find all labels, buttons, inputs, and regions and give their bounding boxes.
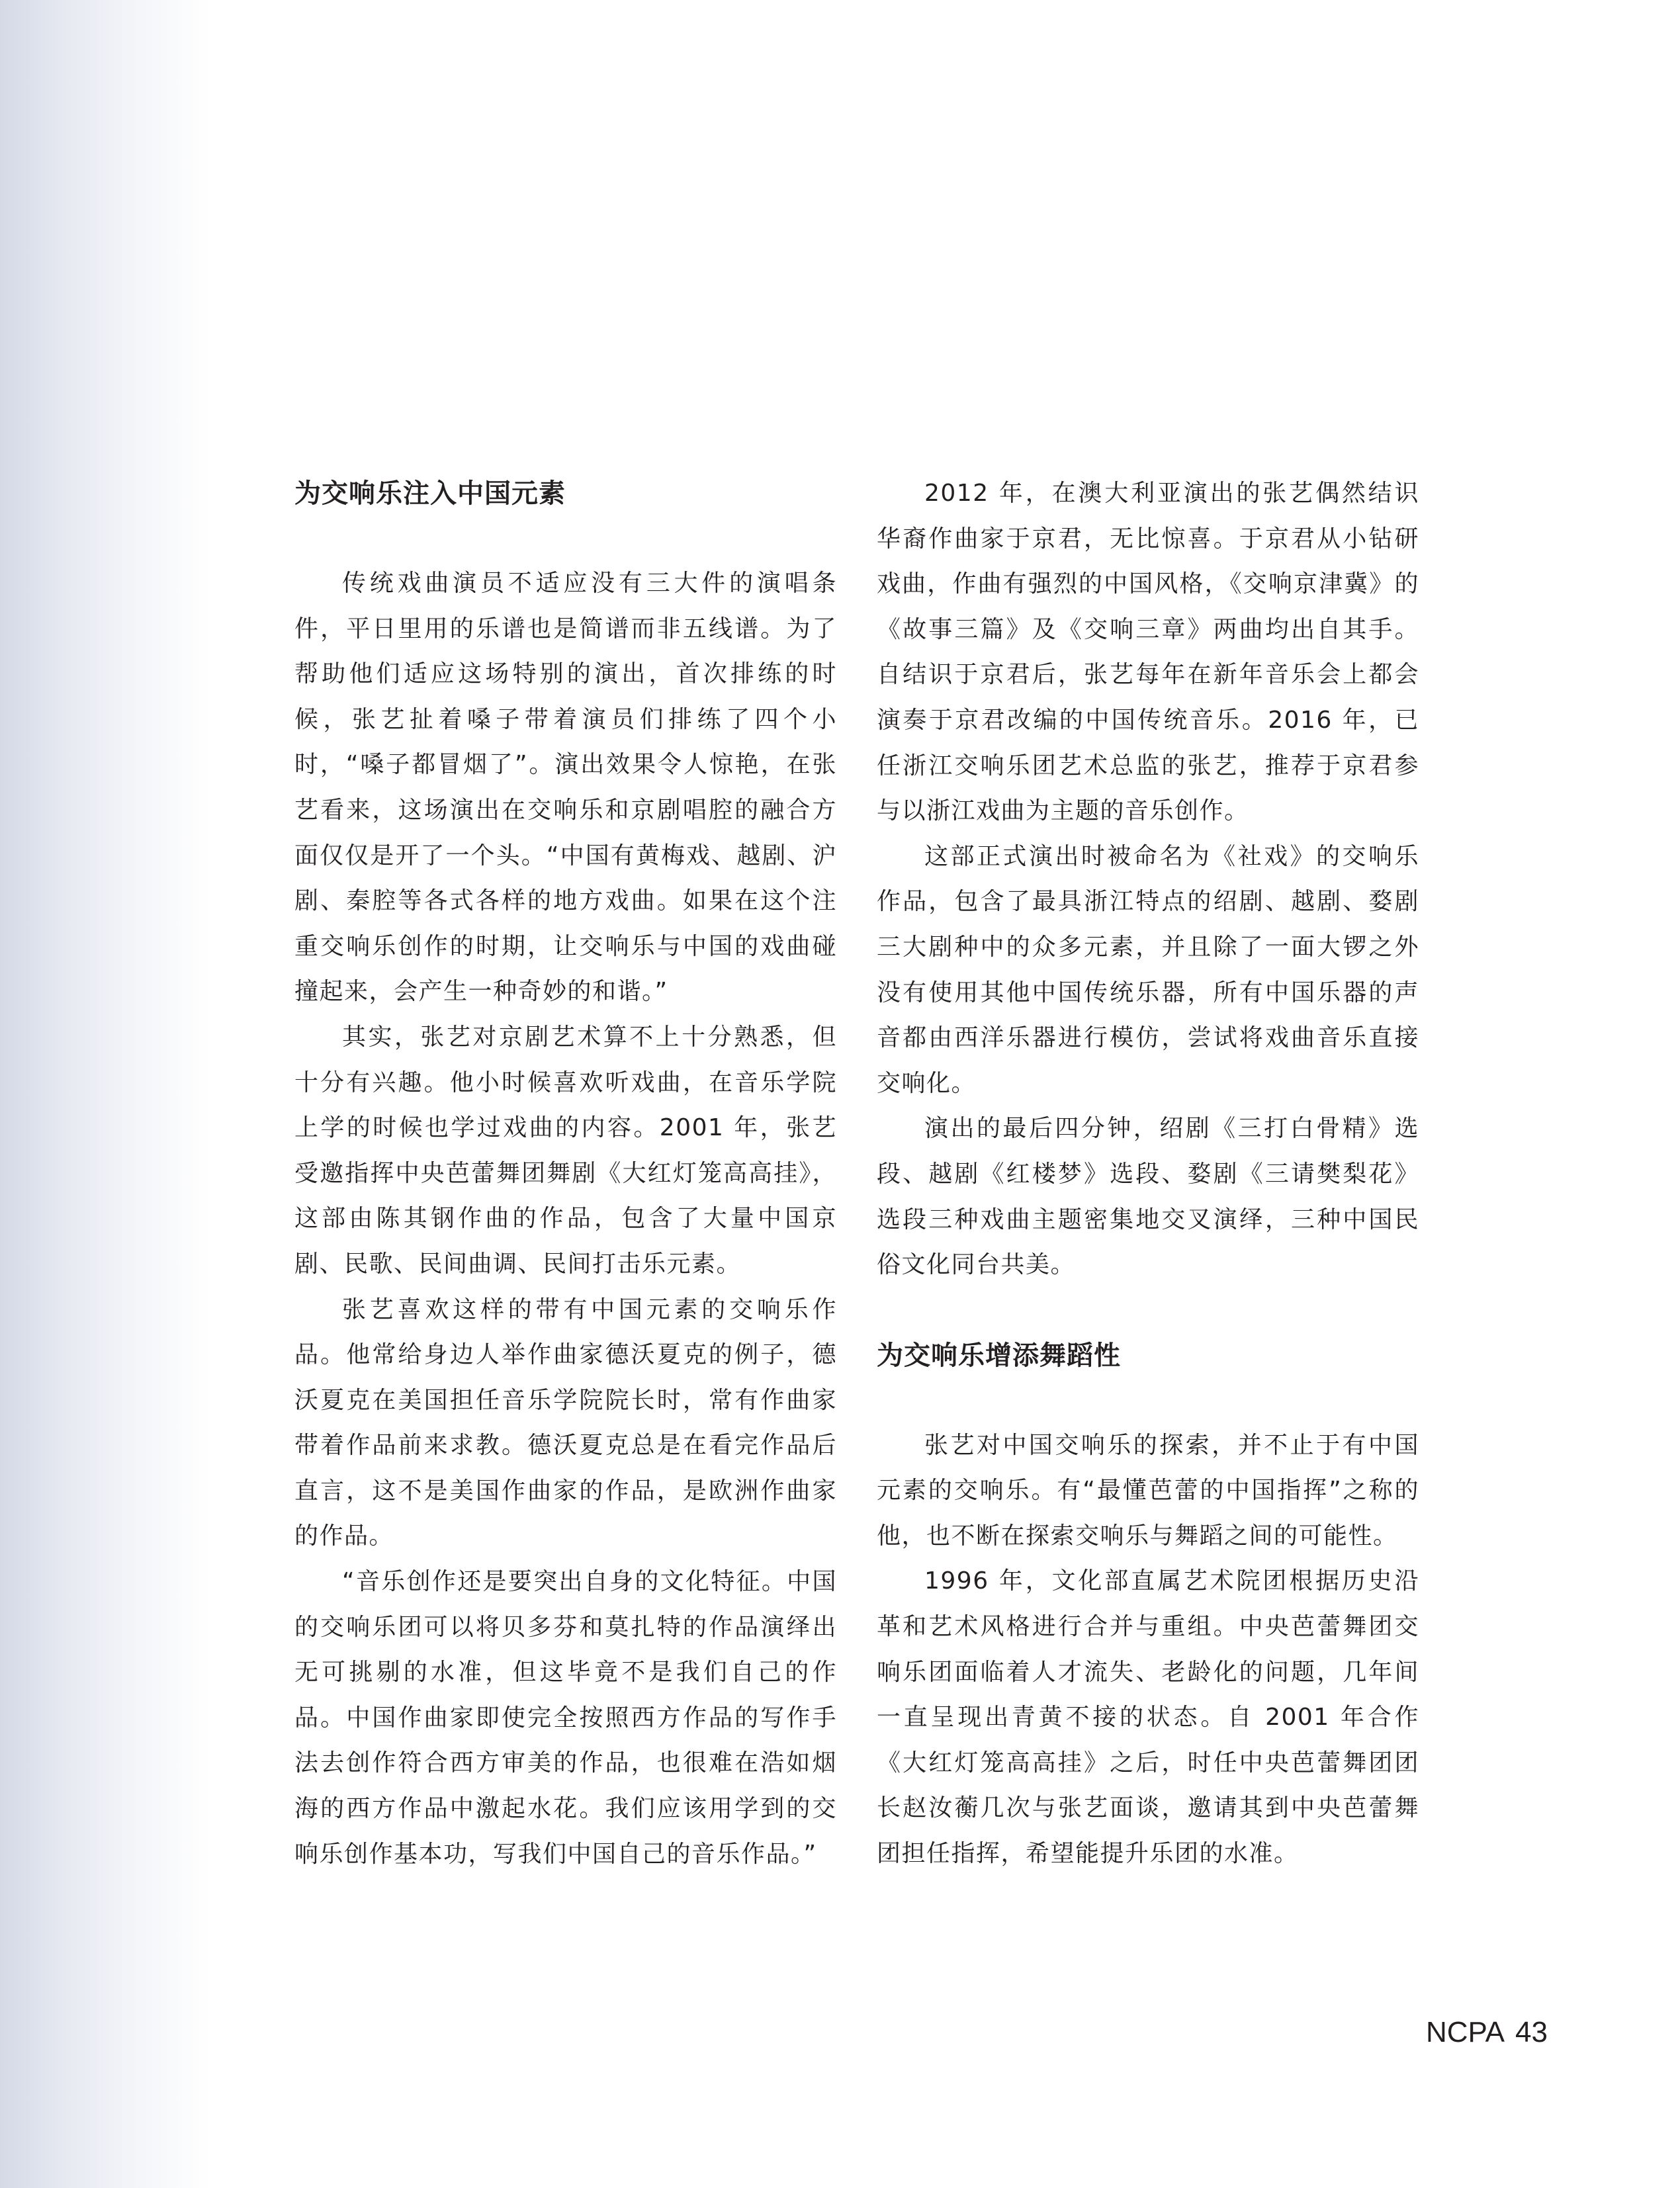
- magazine-name: NCPA: [1426, 2016, 1505, 2048]
- page-number: 43: [1515, 2016, 1548, 2048]
- body-paragraph: 2012 年，在澳大利亚演出的张艺偶然结识华裔作曲家于京君，无比惊喜。于京君从小钻研戏曲，作曲有强烈的中国风格，《交响京津冀》的《故事三篇》及《交响三章》两曲均出自其手。自结识于京君后，张艺每年在新年音乐会上都会演奏于京君改编的中国传统音乐。2016 年，已任浙江交响乐团艺术总监的张艺，推荐于京君参与以浙江戏曲为主题的音乐创作。: [877, 480, 1419, 825]
- section-heading-chinese-elements: 为交响乐注入中国元素: [294, 478, 566, 509]
- body-paragraph: 传统戏曲演员不适应没有三大件的演唱条件，平日里用的乐谱也是简谱而非五线谱。为了帮助他们适应这场特别的演出，首次排练的时候，张艺扯着嗓子带着演员们排练了四个小时，“嗓子都冒烟了”。演出效果令人惊艳，在张艺看来，这场演出在交响乐和京剧唱腔的融合方面仅仅是开了一个头。“中国有黄梅戏、越剧、沪剧、秦腔等各式各样的地方戏曲。如果在这个注重交响乐创作的时期，让交响乐与中国的戏曲碰撞起来，会产生一种奇妙的和谐。”: [294, 570, 837, 1006]
- left-column: [294, 471, 837, 1877]
- page-edge-shading: [0, 0, 212, 2188]
- body-paragraph: 这部正式演出时被命名为《社戏》的交响乐作品，包含了最具浙江特点的绍剧、越剧、婺剧三大剧种中的众多元素，并且除了一面大锣之外没有使用其他中国传统乐器，所有中国乐器的声音都由西洋乐器进行模仿，尝试将戏曲音乐直接交响化。: [877, 842, 1419, 1097]
- body-paragraph: “音乐创作还是要突出自身的文化特征。中国的交响乐团可以将贝多芬和莫扎特的作品演绎出无可挑剔的水准，但这毕竟不是我们自己的作品。中国作曲家即使完全按照西方作品的写作手法去创作符合西方审美的作品，也很难在浩如烟海的西方作品中激起水花。我们应该用学到的交响乐创作基本功，写我们中国自己的音乐作品。”: [294, 1568, 837, 1868]
- body-paragraph: 1996 年，文化部直属艺术院团根据历史沿革和艺术风格进行合并与重组。中央芭蕾舞团交响乐团面临着人才流失、老龄化的问题，几年间一直呈现出青黄不接的状态。自 2001 年合作《大红灯笼高高挂》之后，时任中央芭蕾舞团团长赵汝蘅几次与张艺面谈，邀请其到中央芭蕾舞团担任指挥，希望能提升乐团的水准。: [877, 1567, 1419, 1868]
- body-paragraph: 其实，张艺对京剧艺术算不上十分熟悉，但十分有兴趣。他小时候喜欢听戏曲，在音乐学院上学的时候也学过戏曲的内容。2001 年，张艺受邀指挥中央芭蕾舞团舞剧《大红灯笼高高挂》，这部由陈其钢作曲的作品，包含了大量中国京剧、民歌、民间曲调、民间打击乐元素。: [294, 1023, 837, 1278]
- right-column: [877, 471, 1419, 1877]
- body-paragraph: 张艺喜欢这样的带有中国元素的交响乐作品。他常给身边人举作曲家德沃夏克的例子，德沃夏克在美国担任音乐学院院长时，常有作曲家带着作品前来求教。德沃夏克总是在看完作品后直言，这不是美国作曲家的作品，是欧洲作曲家的作品。: [294, 1295, 837, 1550]
- body-paragraph: 演出的最后四分钟，绍剧《三打白骨精》选段、越剧《红楼梦》选段、婺剧《三请樊梨花》选段三种戏曲主题密集地交叉演绎，三种中国民俗文化同台共美。: [877, 1115, 1419, 1279]
- page-footer: [1426, 2014, 1548, 2051]
- body-paragraph: 张艺对中国交响乐的探索，并不止于有中国元素的交响乐。有“最懂芭蕾的中国指挥”之称的他，也不断在探索交响乐与舞蹈之间的可能性。: [877, 1431, 1419, 1550]
- section-heading-dance: 为交响乐增添舞蹈性: [877, 1340, 1121, 1371]
